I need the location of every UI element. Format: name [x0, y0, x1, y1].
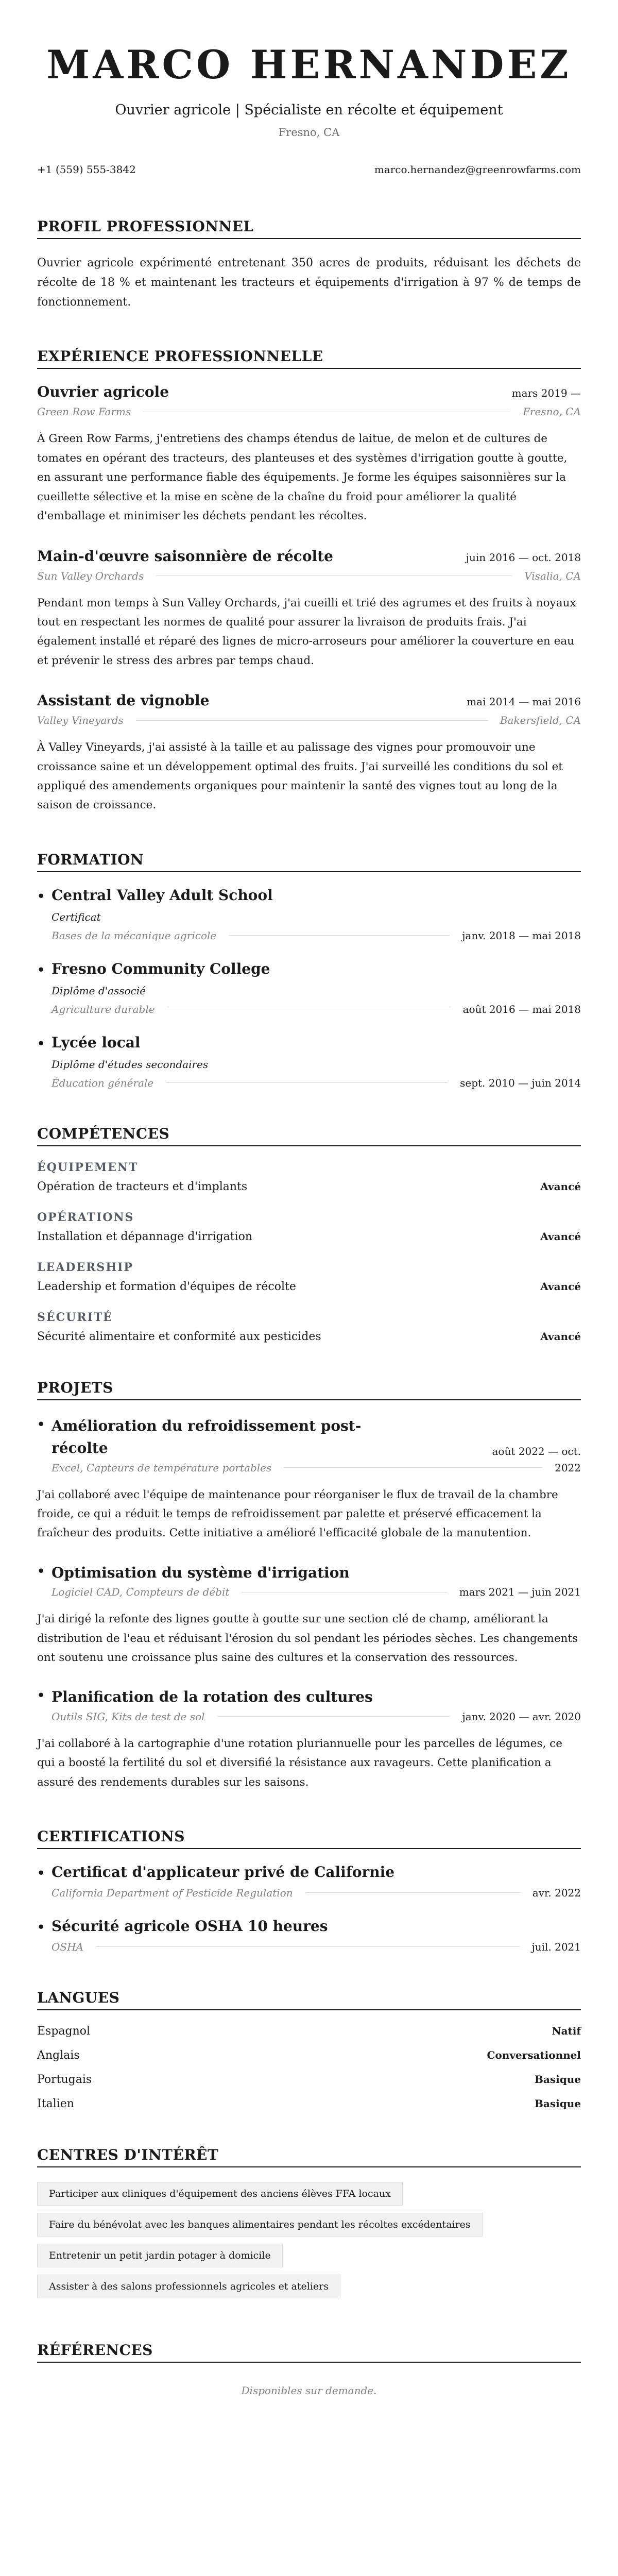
skill-group [37, 1211, 581, 1243]
candidate-name: MARCO HERNANDEZ [46, 42, 572, 88]
bullet-icon: • [37, 962, 45, 977]
education-entry [37, 1034, 581, 1089]
language-name: Espagnol [37, 2024, 91, 2038]
skill-name: Leadership et formation d'équipes de récolte [37, 1280, 296, 1293]
skill-category: OPÉRATIONS [37, 1210, 134, 1224]
project-name: Planification de la rotation des cultures [52, 1688, 373, 1706]
skill-level: Avancé [540, 1280, 581, 1293]
project-entry [37, 1686, 581, 1792]
job-location: Fresno, CA [523, 405, 581, 418]
certification-issuer: California Department of Pesticide Regulation [52, 1886, 293, 1899]
language-level: Basique [535, 2097, 581, 2110]
candidate-headline: Ouvrier agricole | Spécialiste en récolte et équipement [115, 102, 503, 118]
project-entry [37, 1415, 581, 1543]
language-row [37, 2025, 581, 2038]
certification-entry [37, 1863, 581, 1899]
project-tools: Logiciel CAD, Compteurs de débit [52, 1586, 230, 1599]
job-company: Green Row Farms [37, 405, 131, 418]
education-dates: sept. 2010 — juin 2014 [460, 1076, 581, 1089]
language-name: Portugais [37, 2073, 92, 2086]
languages-section [37, 1989, 581, 2110]
section-title: CENTRES D'INTÉRÊT [37, 2146, 581, 2167]
project-description: J'ai collaboré à la cartographie d'une rotation pluriannuelle pour les parcelles de légumes, ce qui a boosté la fertilité du sol et diversifié la résistance aux ravageurs. Cette planification a assuré des rendements durables sur les saisons. [37, 1737, 562, 1789]
degree-name: Diplôme d'études secondaires [52, 1058, 209, 1071]
language-level: Natif [552, 2024, 581, 2037]
section-title: RÉFÉRENCES [37, 2342, 581, 2363]
certification-issuer: OSHA [52, 1940, 83, 1953]
degree-name: Certificat [52, 910, 101, 923]
references-section [37, 2342, 581, 2397]
skill-name: Installation et dépannage d'irrigation [37, 1230, 253, 1243]
interests-section [37, 2146, 581, 2306]
education-dates: janv. 2018 — mai 2018 [462, 929, 581, 942]
project-name: Amélioration du refroidissement post-récolte [52, 1417, 362, 1457]
education-dates: août 2016 — mai 2018 [462, 1003, 581, 1015]
divider [284, 1467, 542, 1468]
experience-section [37, 348, 581, 815]
job-location: Bakersfield, CA [500, 714, 581, 727]
language-row [37, 2073, 581, 2086]
bullet-icon: • [37, 888, 45, 904]
interest-tags [37, 2182, 581, 2306]
divider [305, 1892, 520, 1893]
divider [96, 1946, 520, 1947]
education-entry [37, 960, 581, 1015]
project-tools: Excel, Capteurs de température portables [52, 1461, 272, 1474]
field-of-study: Agriculture durable [52, 1003, 155, 1015]
job-company: Sun Valley Orchards [37, 569, 144, 582]
job-dates: mai 2014 — mai 2016 [467, 696, 581, 708]
certification-date: juil. 2021 [531, 1940, 581, 1953]
contact-row [37, 163, 581, 176]
project-description: J'ai collaboré avec l'équipe de maintenance pour réorganiser le flux de travail de la chambre froide, ce qui a réduit le temps de refroidissement par palette et préservé efficacement la fraîcheur des produits. Cette initiative a amélioré l'efficacité globale de la manutention. [37, 1488, 558, 1540]
project-tools: Outils SIG, Kits de test de sol [52, 1710, 205, 1723]
school-name: Central Valley Adult School [52, 886, 273, 904]
job-description: À Valley Vineyards, j'ai assisté à la taille et au palissage des vignes pour promouvoir une croissance saine et un développement optimal des fruits. J'ai surveillé les conditions du sol et appliqué des amendements organiques pour maintenir la santé des vignes tout au long de la saison de croissance. [37, 741, 563, 812]
education-entry [37, 887, 581, 942]
job-dates: mars 2019 — [511, 387, 581, 400]
job-company: Valley Vineyards [37, 714, 124, 727]
section-title: LANGUES [37, 1989, 581, 2010]
job-entry [37, 548, 581, 671]
divider [229, 935, 450, 936]
skill-group [37, 1161, 581, 1193]
section-title: FORMATION [37, 851, 581, 872]
summary-text: Ouvrier agricole expérimenté entretenant 350 acres de produits, réduisant les déchets de récolte de 18 % et maintenant les tracteurs et équipements d'irrigation à 97 % de temps de fonctionnement. [37, 257, 581, 309]
references-text: Disponibles sur demande. [241, 2384, 377, 2397]
job-role: Assistant de vignoble [37, 692, 210, 709]
field-of-study: Bases de la mécanique agricole [52, 929, 217, 942]
interest-tag: Participer aux cliniques d'équipement des anciens élèves FFA locaux [37, 2182, 403, 2206]
project-dates-line: 2022 [555, 1461, 581, 1474]
job-entry [37, 692, 581, 815]
job-role: Main-d'œuvre saisonnière de récolte [37, 547, 333, 565]
divider [166, 1082, 448, 1083]
summary-section [37, 218, 581, 312]
divider [217, 1716, 450, 1717]
skill-category: SÉCURITÉ [37, 1310, 113, 1324]
project-description: J'ai dirigé la refonte des lignes goutte à goutte sur une section clé de champ, améliorant la distribution de l'eau et réduisant l'érosion du sol pendant les périodes sèches. Les changements ont soutenu une croissance plus saine des cultures et la conservation des ressources. [37, 1613, 578, 1664]
language-level: Basique [535, 2073, 581, 2086]
certification-name: Certificat d'applicateur privé de Californie [52, 1863, 395, 1880]
project-name: Optimisation du système d'irrigation [52, 1564, 350, 1581]
job-description: À Green Row Farms, j'entretiens des champs étendus de laitue, de melon et de cultures de tomates en opérant des tracteurs, des planteuses et des systèmes d'irrigation goutte à goutte, en assurant une performance fiable des équipements. Je forme les équipes saisonnières sur la cueillette sélective et la mise en scène de la chaîne du froid pour améliorer la qualité d'emballage et minimiser les déchets pendant les récoltes. [37, 432, 568, 523]
job-entry [37, 383, 581, 526]
skill-category: LEADERSHIP [37, 1260, 133, 1274]
certification-date: avr. 2022 [532, 1886, 581, 1899]
phone-number: +1 (559) 555-3842 [37, 163, 136, 176]
certification-name: Sécurité agricole OSHA 10 heures [52, 1917, 328, 1935]
project-dates: janv. 2020 — avr. 2020 [462, 1710, 581, 1723]
skill-group [37, 1311, 581, 1343]
skill-level: Avancé [540, 1330, 581, 1343]
job-location: Visalia, CA [524, 569, 581, 582]
section-title: PROJETS [37, 1379, 581, 1400]
skill-name: Opération de tracteurs et d'implants [37, 1180, 248, 1193]
section-title: EXPÉRIENCE PROFESSIONNELLE [37, 348, 581, 369]
bullet-icon: • [37, 1919, 45, 1935]
bullet-icon: • [37, 1416, 45, 1432]
school-name: Fresno Community College [52, 960, 270, 977]
email-address: marco.hernandez@greenrowfarms.com [374, 163, 581, 176]
field-of-study: Éducation générale [52, 1076, 154, 1089]
project-entry [37, 1562, 581, 1668]
language-name: Anglais [37, 2048, 80, 2062]
school-name: Lycée local [52, 1033, 141, 1051]
section-title: PROFIL PROFESSIONNEL [37, 218, 581, 239]
divider [156, 575, 512, 576]
project-dates [492, 1444, 581, 1460]
project-dates: mars 2021 — juin 2021 [459, 1586, 581, 1599]
section-title: COMPÉTENCES [37, 1125, 581, 1146]
job-description: Pendant mon temps à Sun Valley Orchards, j'ai cueilli et trié des agrumes et des fruits à noyaux tout en respectant les normes de qualité pour assurer la livraison de produits frais. J'ai également installé et réparé des lignes de micro-arroseurs pour améliorer la couverture en eau et prévenir le stress des arbres par temps chaud. [37, 596, 576, 667]
education-section [37, 851, 581, 1089]
divider [136, 720, 488, 721]
bullet-icon: • [37, 1563, 45, 1579]
certification-entry [37, 1918, 581, 1953]
language-row [37, 2097, 581, 2110]
skills-section [37, 1125, 581, 1343]
bullet-icon: • [37, 1865, 45, 1880]
language-name: Italien [37, 2097, 74, 2110]
skill-level: Avancé [540, 1230, 581, 1243]
language-level: Conversationnel [487, 2048, 581, 2061]
language-row [37, 2049, 581, 2062]
degree-name: Diplôme d'associé [52, 984, 146, 997]
resume-header [37, 42, 581, 176]
certifications-section [37, 1828, 581, 1953]
job-role: Ouvrier agricole [37, 383, 169, 401]
skill-group [37, 1261, 581, 1293]
skill-name: Sécurité alimentaire et conformité aux pesticides [37, 1330, 321, 1343]
skill-level: Avancé [540, 1180, 581, 1193]
bullet-icon: • [37, 1036, 45, 1051]
candidate-location: Fresno, CA [278, 126, 340, 139]
project-dates-line: août 2022 — oct. [492, 1445, 581, 1458]
job-dates: juin 2016 — oct. 2018 [466, 551, 581, 564]
interest-tag: Faire du bénévolat avec les banques alimentaires pendant les récoltes excédentaires [37, 2213, 483, 2236]
interest-tag: Entretenir un petit jardin potager à domicile [37, 2244, 283, 2267]
bullet-icon: • [37, 1688, 45, 1703]
projects-section [37, 1379, 581, 1792]
section-title: CERTIFICATIONS [37, 1828, 581, 1849]
skill-category: ÉQUIPEMENT [37, 1160, 139, 1174]
interest-tag: Assister à des salons professionnels agricoles et ateliers [37, 2275, 340, 2298]
